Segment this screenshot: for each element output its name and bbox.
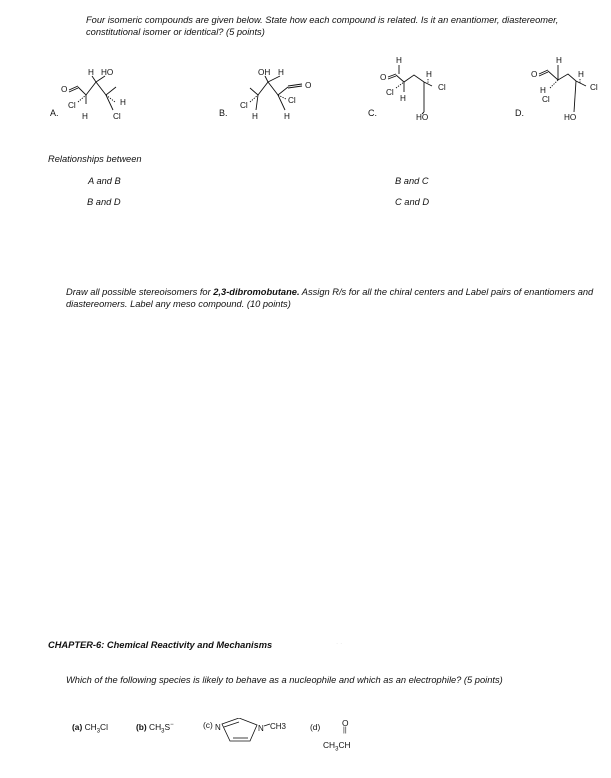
atom: H [278,68,284,77]
atom: O [305,81,312,90]
species-c-label: (c) [203,720,213,730]
pair-b-d: B and D [87,197,121,207]
atom: H [556,56,562,65]
atom: O [380,73,387,82]
atom: H [252,112,258,121]
atom: Cl [438,83,446,92]
atom: N [215,723,221,732]
pair-b-c: B and C [395,176,429,186]
atom: HO [564,113,577,122]
compound-d-label: D. [515,108,524,118]
relationships-title: Relationships between [48,154,142,164]
atom: OH [258,68,271,77]
species-label: (b) [136,722,147,732]
compound-c-structure [378,50,468,128]
chapter-6-title: CHAPTER-6: Chemical Reactivity and Mechanisms [48,640,273,650]
atom: H [540,86,546,95]
species-d-label: (d) [310,722,321,732]
question-2-prefix: Draw all possible stereoisomers for [66,287,214,297]
atom: Cl [386,88,394,97]
atom: H [284,112,290,121]
atom: O [531,70,538,79]
atom: H [396,56,402,65]
species-formula: $CH_3S^-$ [149,722,174,735]
question-2-text [66,286,596,310]
compound-name: 2,3-dibromobutane. [213,287,300,297]
atom: Cl [288,96,296,105]
question-1-text: Four isomeric compounds are given below. State how each compound is related. Is it an enantiomer, diastereomer, constitutional isomer or identical? (5 points) [86,15,559,37]
pair-a-b: A and B [88,176,121,186]
atom: Cl [542,95,550,104]
compound-b-structure [228,62,328,126]
atom: Cl [590,83,598,92]
atom: CH3 [270,722,287,731]
faint-mark: ⋅ ⋅ [336,641,343,648]
species-d-formula: $CH_3CH$ [323,740,351,753]
compound-a-label: A. [50,108,59,118]
atom: H [578,70,584,79]
species-formula: $CH_3Cl$ [84,722,108,735]
compound-c-label: C. [368,108,377,118]
atom: Cl [240,101,248,110]
pair-c-d: C and D [395,197,430,207]
atom: HO [101,68,114,77]
atom: H [120,98,126,107]
species-a [72,722,108,735]
species-b [136,722,174,735]
atom: N [258,724,264,733]
atom: H [88,68,94,77]
species-label: (a) [72,722,83,732]
compound-d-structure [526,50,608,128]
atom: O [61,85,68,94]
atom: Cl [113,112,121,121]
atom: Cl [68,101,76,110]
species-d-double-bond: || [343,727,347,734]
question-3-text: Which of the following species is likely to behave as a nucleophile and which as an electrophile? (5 points) [66,675,503,685]
atom: H [400,94,406,103]
question-2-suffix: Assign R/s for all the chiral centers and Label pairs of enantiomers and diastereomers. Label any meso compound. (10 points) [66,287,594,309]
atom: HO [416,113,429,122]
atom: H [426,70,432,79]
atom: H [82,112,88,121]
compound-a-structure [58,62,138,126]
species-c-structure [214,718,294,758]
compound-b-label: B. [219,108,228,118]
species-d-oxygen: O [342,718,349,728]
